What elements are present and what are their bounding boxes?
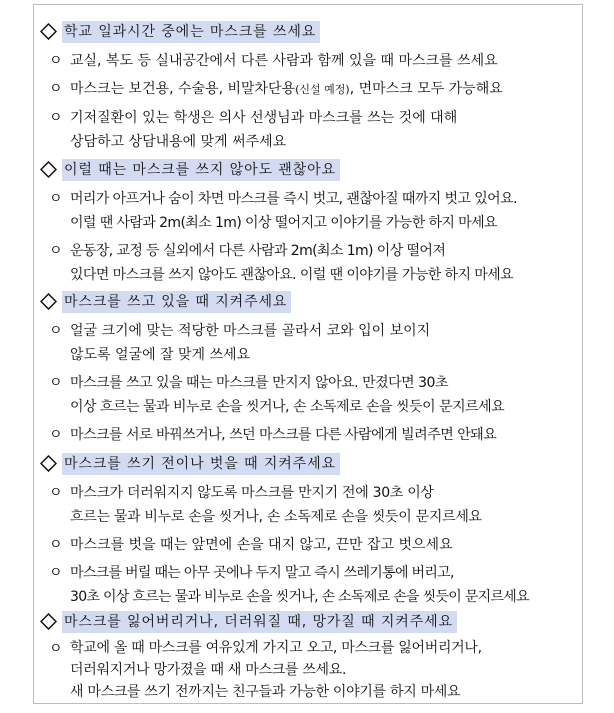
bullet-circle: ㅇ <box>49 110 63 126</box>
section-header <box>38 19 578 45</box>
item-text: 얼굴 크기에 맞는 적당한 마스크를 골라서 코와 입이 보이지 <box>70 323 431 339</box>
item-text: 학교에 올 때 마스크를 여유있게 가지고 오고, 마스크를 잃어버리거나, <box>70 640 482 656</box>
section-header <box>38 289 578 315</box>
section-title: 학교 일과시간 중에는 마스크를 쓰세요 <box>62 21 320 43</box>
item-text: 상담하고 상담내용에 맞게 써주세요 <box>70 134 287 150</box>
list-item <box>38 423 578 447</box>
diamond-outline-icon <box>40 455 57 472</box>
bullet-circle: ㅇ <box>49 323 63 339</box>
list-item <box>38 637 578 703</box>
bullet-circle: ㅇ <box>49 243 63 259</box>
list-item <box>38 533 578 557</box>
list-item <box>38 187 578 235</box>
list-item <box>38 239 578 287</box>
item-text <box>70 77 580 102</box>
bullet-circle: ㅇ <box>49 375 63 391</box>
section-title: 마스크를 쓰기 전이나 벗을 때 지켜주세요 <box>62 453 340 475</box>
list-item <box>38 319 578 367</box>
item-text: 교실, 복도 등 실내공간에서 다른 사람과 함께 있을 때 마스크를 쓰세요 <box>70 53 498 69</box>
section-header <box>38 451 578 477</box>
item-note-small: (신설 예정) <box>295 83 350 96</box>
list-item <box>38 106 578 154</box>
bullet-circle: ㅇ <box>49 53 63 69</box>
item-text: 기저질환이 있는 학생은 의사 선생님과 마스크를 쓰는 것에 대해 <box>70 110 458 126</box>
item-text: 마스크를 서로 바꿔쓰거나, 쓰던 마스크를 다른 사람에게 빌려주면 안돼요 <box>70 427 497 443</box>
list-item <box>38 77 578 102</box>
item-text: 흐르는 물과 비누로 손을 씻거나, 손 소독제로 손을 씻듯이 문지르세요 <box>70 509 482 525</box>
item-text: 운동장, 교정 등 실외에서 다른 사람과 2m(최소 1m) 이상 떨어져 <box>70 243 446 259</box>
bullet-circle: ㅇ <box>49 427 63 443</box>
section-school-hours <box>38 19 578 154</box>
section-while-wearing <box>38 289 578 447</box>
section-lost-damaged <box>38 609 578 703</box>
section-no-mask-needed <box>38 157 578 287</box>
item-text-part: , 면마스크 모두 가능해요 <box>349 81 503 97</box>
bullet-circle: ㅇ <box>49 641 63 657</box>
item-text: 새 마스크를 쓰기 전까지는 친구들과 가능한 이야기를 하지 마세요 <box>70 684 461 700</box>
item-text: 더러워지거나 망가졌을 때 새 마스크를 쓰세요. <box>70 662 347 678</box>
item-text: 이럴 땐 사람과 2m(최소 1m) 이상 떨어지고 이야기를 가능한 하지 마세요 <box>70 215 497 231</box>
bullet-circle: ㅇ <box>49 191 63 207</box>
item-text: 마스크를 쓰고 있을 때는 마스크를 만지지 않아요. 만졌다면 30초 <box>70 375 448 391</box>
bullet-circle: ㅇ <box>49 485 63 501</box>
bullet-circle: ㅇ <box>49 81 63 97</box>
section-before-after-wearing <box>38 451 578 609</box>
bullet-circle: ㅇ <box>49 537 63 553</box>
diamond-outline-icon <box>40 23 57 40</box>
section-title: 마스크를 쓰고 있을 때 지켜주세요 <box>62 291 291 313</box>
item-text: 있다면 마스크를 쓰지 않아도 괜찮아요. 이럴 땐 이야기를 가능한 하지 마세요 <box>70 267 513 283</box>
bullet-circle: ㅇ <box>49 565 63 581</box>
item-text: 이상 흐르는 물과 비누로 손을 씻거나, 손 소독제로 손을 씻듯이 문지르세요 <box>70 399 505 415</box>
item-text: 마스크를 벗을 때는 앞면에 손을 대지 않고, 끈만 잡고 벗으세요 <box>70 537 453 553</box>
list-item <box>38 481 578 529</box>
list-item <box>38 561 578 609</box>
section-title: 마스크를 잃어버리거나, 더러워질 때, 망가질 때 지켜주세요 <box>62 611 457 633</box>
section-header <box>38 609 578 635</box>
section-header <box>38 157 578 183</box>
diamond-outline-icon <box>40 161 57 178</box>
item-text: 마스크가 더러워지지 않도록 마스크를 만지기 전에 30초 이상 <box>70 485 434 501</box>
diamond-outline-icon <box>40 293 57 310</box>
list-item <box>38 49 578 73</box>
item-text: 머리가 아프거나 숨이 차면 마스크를 즉시 벗고, 괜찮아질 때까지 벗고 있어요. <box>70 191 517 207</box>
item-text: 마스크를 버릴 때는 아무 곳에나 두지 말고 즉시 쓰레기통에 버리고, <box>70 565 454 581</box>
guideline-box <box>33 4 583 704</box>
item-text: 않도록 얼굴에 잘 맞게 쓰세요 <box>70 347 251 363</box>
diamond-outline-icon <box>40 613 57 630</box>
item-text-part: 마스크는 보건용, 수술용, 비말차단용 <box>70 81 296 97</box>
item-text: 30초 이상 흐르는 물과 비누로 손을 씻거나, 손 소독제로 손을 씻듯이 문지르세요 <box>70 589 529 605</box>
section-title: 이럴 때는 마스크를 쓰지 않아도 괜찮아요 <box>62 159 340 181</box>
list-item <box>38 371 578 419</box>
